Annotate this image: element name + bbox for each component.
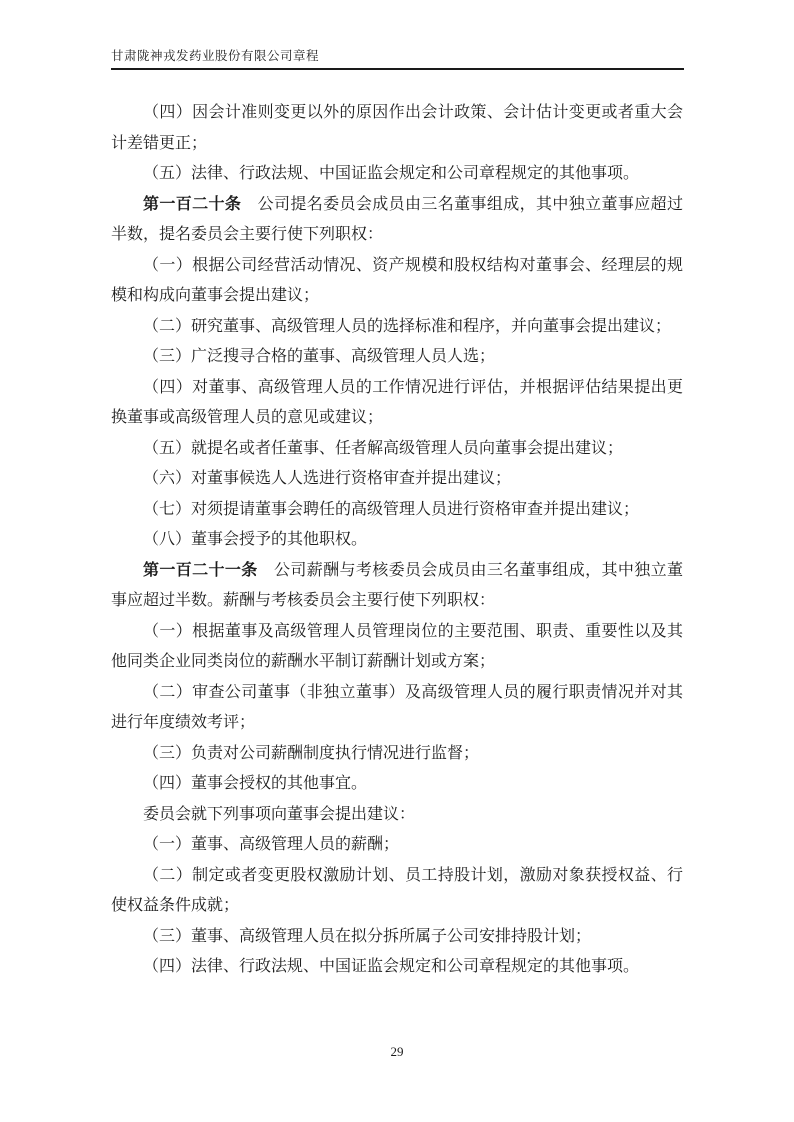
paragraph: （四）对董事、高级管理人员的工作情况进行评估，并根据评估结果提出更换董事或高级管理人员的意见或建议； — [111, 378, 683, 426]
document-body — [111, 98, 683, 983]
header-rule — [111, 68, 684, 70]
paragraph: （三）董事、高级管理人员在拟分拆所属子公司安排持股计划； — [143, 927, 592, 945]
paragraph: （八）董事会授予的其他职权。 — [143, 531, 368, 548]
paragraph: （三）广泛搜寻合格的董事、高级管理人员人选； — [143, 348, 496, 365]
paragraph: 委员会就下列事项向董事会提出建议： — [143, 805, 416, 823]
page-number: 29 — [390, 1044, 404, 1059]
paragraph: （四）董事会授权的其他事宜。 — [143, 775, 368, 792]
paragraph: （三）负责对公司薪酬制度执行情况进行监督； — [143, 744, 480, 762]
paragraph: （二）审查公司董事（非独立董事）及高级管理人员的履行职责情况并对其进行年度绩效考评； — [111, 683, 683, 731]
paragraph: （四）法律、行政法规、中国证监会规定和公司章程规定的其他事项。 — [143, 958, 640, 975]
paragraph: （六）对董事候选人人选进行资格审查并提出建议； — [143, 470, 512, 487]
paragraph: （一）根据公司经营活动情况、资产规模和股权结构对董事会、经理层的规模和构成向董事会提出建议； — [111, 256, 683, 304]
article-paragraph: 第一百二十一条 公司薪酬与考核委员会成员由三名董事组成，其中独立董事应超过半数。薪酬与考核委员会主要行使下列职权： — [111, 561, 683, 609]
paragraph: （一）根据董事及高级管理人员管理岗位的主要范围、职责、重要性以及其他同类企业同类岗位的薪酬水平制订薪酬计划或方案； — [111, 622, 683, 670]
paragraph: （一）董事、高级管理人员的薪酬； — [143, 836, 400, 853]
article-number: 第一百二十一条 — [143, 561, 258, 579]
page-header — [111, 48, 684, 70]
paragraph: （二）制定或者变更股权激励计划、员工持股计划，激励对象获授权益、行使权益条件成就； — [111, 866, 683, 914]
paragraph: （五）就提名或者任董事、任者解高级管理人员向董事会提出建议； — [143, 439, 624, 457]
paragraph: （二）研究董事、高级管理人员的选择标准和程序，并向董事会提出建议； — [143, 317, 672, 335]
header-title: 甘肃陇神戎发药业股份有限公司章程 — [111, 49, 320, 63]
page-footer — [0, 1044, 794, 1060]
article-number: 第一百二十条 — [143, 195, 242, 213]
paragraph: （七）对须提请董事会聘任的高级管理人员进行资格审查并提出建议； — [143, 500, 640, 518]
paragraph: （四）因会计准则变更以外的原因作出会计政策、会计估计变更或者重大会计差错更正； — [111, 104, 683, 152]
paragraph: （五）法律、行政法规、中国证监会规定和公司章程规定的其他事项。 — [143, 165, 640, 182]
article-paragraph: 第一百二十条 公司提名委员会成员由三名董事组成，其中独立董事应超过半数，提名委员会主要行使下列职权： — [111, 195, 683, 243]
